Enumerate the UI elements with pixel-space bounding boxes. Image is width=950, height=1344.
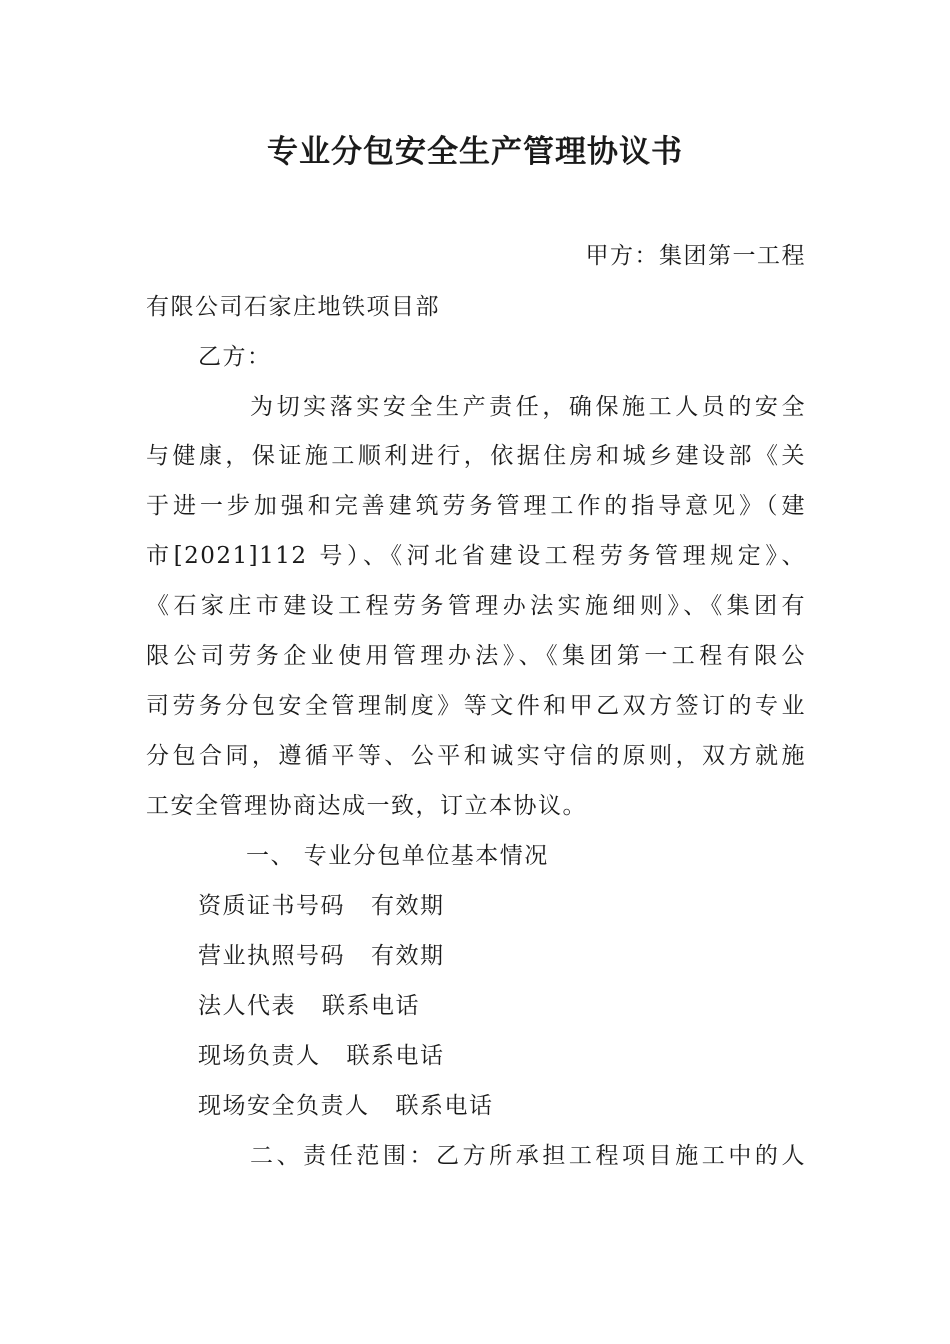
field-label-2: 有效期 — [371, 893, 445, 919]
intro-line-2: 与健康，保证施工顺利进行，依据住房和城乡建设部《关 — [146, 443, 806, 469]
field-label-2: 联系电话 — [322, 993, 420, 1019]
section2-line: 二、责任范围：乙方所承担工程项目施工中的人 — [250, 1143, 806, 1169]
field-row — [198, 991, 858, 1021]
field-row — [198, 941, 858, 971]
field-label: 现场负责人 — [198, 1043, 321, 1069]
party-a-line2: 有限公司石家庄地铁项目部 — [146, 294, 440, 320]
field-row — [198, 891, 858, 921]
party-b: 乙方： — [198, 344, 272, 370]
field-label-2: 有效期 — [371, 943, 445, 969]
intro-line-7: 司劳务分包安全管理制度》等文件和甲乙双方签订的专业 — [146, 693, 806, 719]
field-row — [198, 1091, 858, 1121]
intro-line-3: 于进一步加强和完善建筑劳务管理工作的指导意见》（建 — [146, 493, 806, 519]
field-label-2: 联系电话 — [395, 1093, 494, 1119]
intro-line-5: 《石家庄市建设工程劳务管理办法实施细则》、《集团有 — [146, 593, 806, 619]
intro-line-8: 分包合同，遵循平等、公平和诚实守信的原则，双方就施 — [146, 743, 806, 769]
party-a-line1: 甲方：集团第一工程 — [585, 243, 806, 269]
intro-line-6: 限公司劳务企业使用管理办法》、《集团第一工程有限公 — [146, 643, 806, 669]
intro-line-9: 工安全管理协商达成一致，订立本协议。 — [146, 793, 587, 819]
field-row — [198, 1041, 858, 1071]
document-title: 专业分包安全生产管理协议书 — [267, 134, 683, 170]
section1-heading: 一、 专业分包单位基本情况 — [246, 843, 549, 869]
field-label-2: 联系电话 — [346, 1043, 445, 1069]
field-label: 法人代表 — [198, 993, 296, 1019]
field-label: 营业执照号码 — [198, 943, 345, 969]
intro-line-4: 市[2021]112 号）、《河北省建设工程劳务管理规定》、 — [146, 543, 806, 569]
field-label: 资质证书号码 — [198, 893, 345, 919]
intro-line-1: 为切实落实安全生产责任，确保施工人员的安全 — [250, 394, 806, 420]
field-label: 现场安全负责人 — [198, 1093, 370, 1119]
